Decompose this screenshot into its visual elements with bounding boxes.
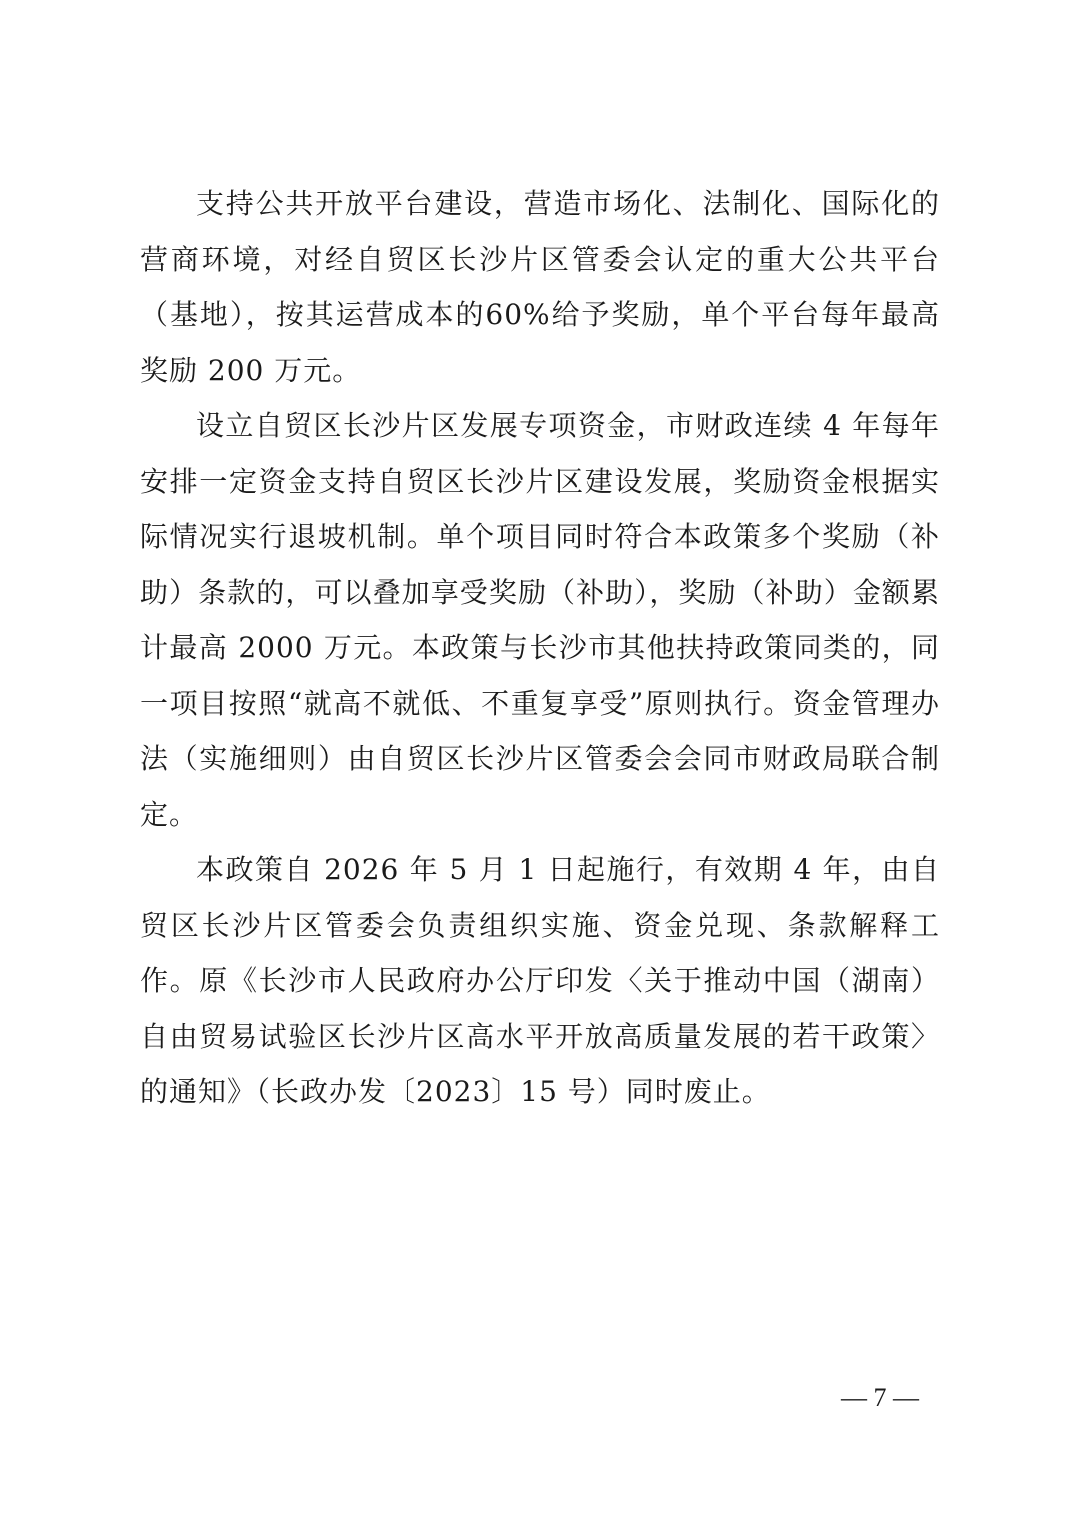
paragraph-public-platform: 支持公共开放平台建设，营造市场化、法制化、国际化的营商环境，对经自贸区长沙片区管委会认定的重大公共平台（基地），按其运营成本的60%给予奖励，单个平台每年最高奖励 200 万元。 — [140, 187, 940, 387]
paragraph-effective-date: 本政策自 2026 年 5 月 1 日起施行，有效期 4 年，由自贸区长沙片区管委会负责组织实施、资金兑现、条款解释工作。原《长沙市人民政府办公厅印发〈关于推动中国（湖南）自由贸易试验区长沙片区高水平开放高质量发展的若干政策〉的通知》（长政办发〔2023〕15 号）同时废止。 — [140, 853, 940, 1108]
document-body — [140, 176, 940, 1120]
page-number: — 7 — — [841, 1383, 919, 1412]
paragraph-special-fund: 设立自贸区长沙片区发展专项资金，市财政连续 4 年每年安排一定资金支持自贸区长沙片区建设发展，奖励资金根据实际情况实行退坡机制。单个项目同时符合本政策多个奖励（补助）条款的，可以叠加享受奖励（补助），奖励（补助）金额累计最高 2000 万元。本政策与长沙市其他扶持政策同类的，同一项目按照“就高不就低、不重复享受”原则执行。资金管理办法（实施细则）由自贸区长沙片区管委会会同市财政局联合制定。 — [140, 409, 940, 831]
